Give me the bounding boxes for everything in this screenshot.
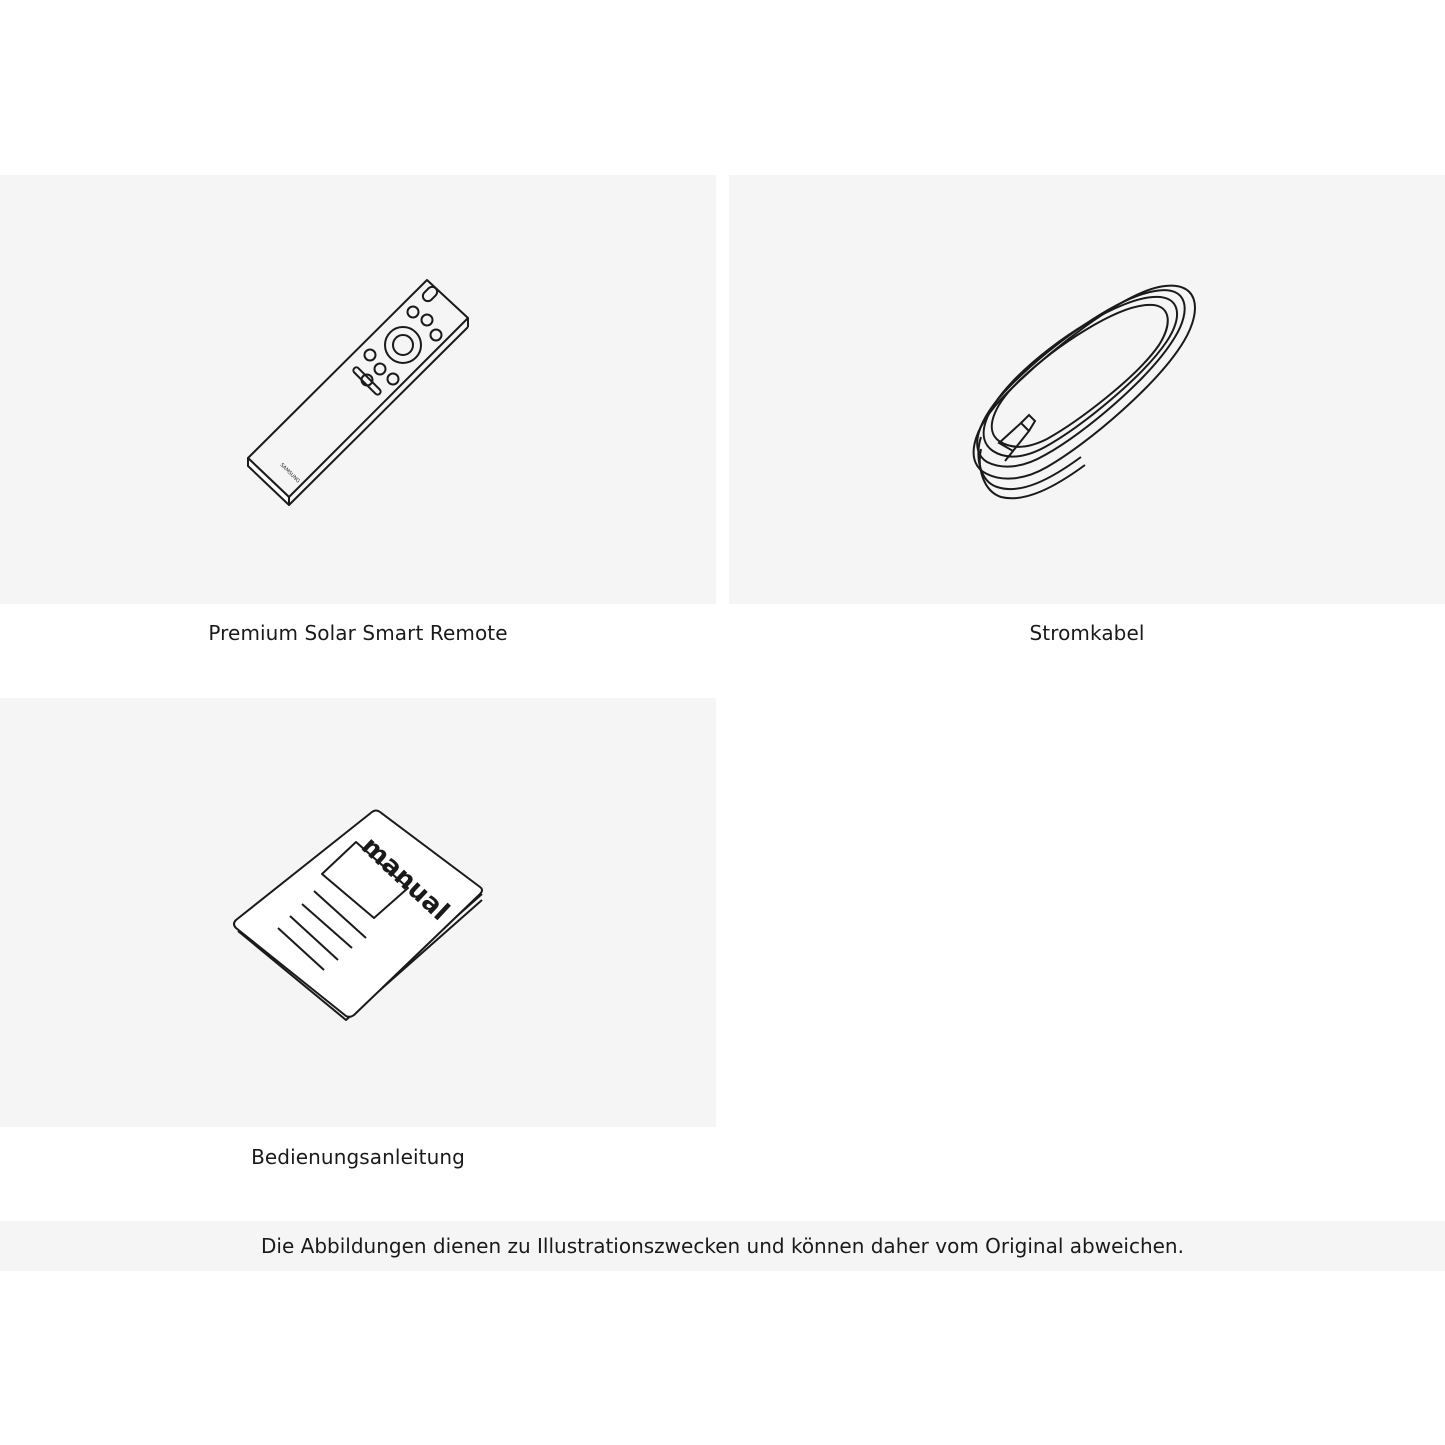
- manual-cover-text: manual: [355, 831, 455, 927]
- manual-book-icon: [0, 698, 716, 1127]
- remote-tile: [0, 175, 716, 604]
- cable-caption: Stromkabel: [1029, 621, 1145, 645]
- manual-tile: [0, 698, 716, 1127]
- manual-caption: Bedienungsanleitung: [251, 1145, 465, 1169]
- remote-control-icon: [0, 175, 716, 604]
- disclaimer-bar: [0, 1221, 1445, 1271]
- disclaimer-text: Die Abbildungen dienen zu Illustrationszwecken und können daher vom Original abweichen.: [261, 1234, 1184, 1258]
- power-cable-icon: [729, 175, 1445, 604]
- remote-brand-text: SAMSUNG: [278, 462, 301, 485]
- remote-caption: Premium Solar Smart Remote: [208, 621, 508, 645]
- cable-tile: [729, 175, 1445, 604]
